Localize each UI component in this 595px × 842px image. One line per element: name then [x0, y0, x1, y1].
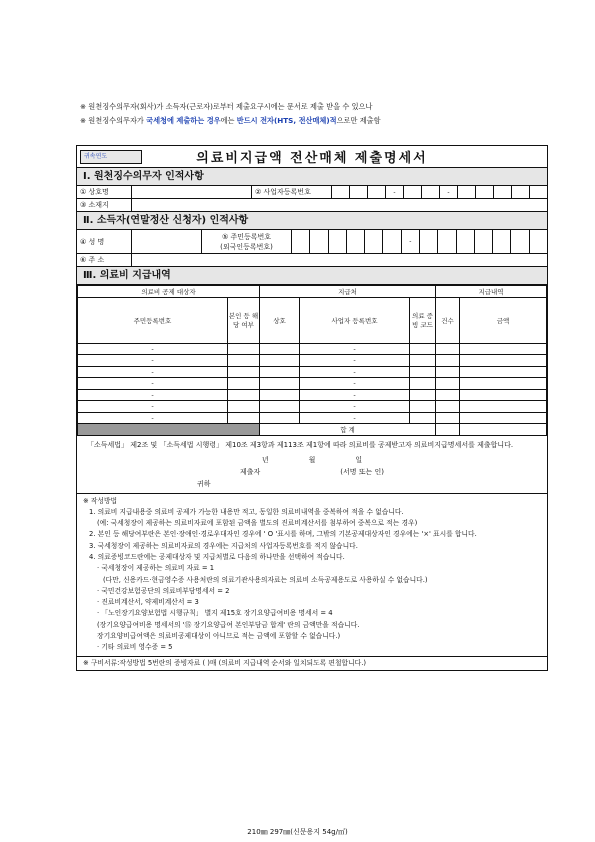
table-row[interactable]: - -	[78, 378, 547, 390]
method-line: · 기타 의료비 영수증 = 5	[97, 643, 173, 652]
note-2-pre: ※ 원천징수의무자가	[80, 116, 147, 125]
payer-row-1	[77, 186, 547, 199]
date-year: 년	[261, 455, 269, 464]
col-self: 본인 등 해당 여부	[228, 297, 260, 343]
method-line: (장기요양급여비용 명세서의 '⑮ 장기요양급여 본인부담금 합계' 란의 금액만을 적습니다.	[97, 620, 360, 629]
company-name-label: ① 상호명	[77, 186, 132, 198]
table-row[interactable]: - -	[78, 412, 547, 424]
statement-text: 「소득세법」 제2조 및 「소득세법 시행령」 제10조 제3항과 제113조 제1항에 따라 의료비를 공제받고자 의료비지급명세서를 제출합니다.	[87, 440, 514, 449]
col-count: 건수	[436, 297, 460, 343]
sum-row	[78, 424, 547, 436]
earner-row-2	[77, 254, 547, 267]
address-input[interactable]	[132, 199, 547, 211]
biz-reg-label: ② 사업자등록번호	[252, 186, 332, 198]
sum-shade	[78, 424, 260, 436]
writing-method	[77, 494, 547, 656]
notes	[80, 100, 550, 128]
sum-label: 합 계	[260, 424, 436, 436]
attachments: ※ 구비서류:작성방법 5번란의 증빙자료 ( )매 (의료비 지급내역 순서와 일치되도록 편철합니다.)	[77, 656, 547, 670]
rrn-label	[202, 230, 292, 253]
hdr-payee: 지급처	[260, 286, 436, 298]
method-line: · 진료비계산서, 약제비계산서 = 3	[97, 598, 199, 607]
note-2-bold-1: 국세청에 제출하는 경우	[146, 116, 221, 125]
paper-spec: 210㎜ 297㎜(신문용지 54g/㎡)	[247, 828, 348, 836]
method-line: 1. 의료비 지급내용중 의료비 공제가 가능한 내용만 적고, 동일한 의료비내역을 중복하여 적을 수 없습니다.	[89, 507, 404, 516]
method-title: ※ 작성방법	[83, 496, 118, 505]
hdr-target: 의료비 공제 대상자	[78, 286, 260, 298]
col-bizno: 사업자 등록번호	[300, 297, 410, 343]
method-line: (예: 국세청장이 제공하는 의료비자료에 포함된 금액을 별도의 진료비계산서를 첨부하여 중복으로 적는 경우)	[97, 519, 418, 528]
earner-name-label: ④ 성 명	[77, 230, 132, 253]
submitter-label: 제출자	[239, 467, 261, 476]
method-line: 장기요양비급여액은 의료비공제대상이 아니므로 적는 금액에 포함할 수 없습니다.)	[97, 632, 341, 641]
biz-reg-input[interactable]: - -	[332, 186, 547, 198]
submitter-line	[77, 467, 547, 477]
earner-row-1	[77, 230, 547, 254]
col-name: 상호	[260, 297, 300, 343]
note-2-mid: 에는	[220, 116, 237, 125]
method-line: · 국민건강보험공단의 의료비부담명세서 = 2	[97, 586, 230, 595]
date-month: 월	[308, 455, 316, 464]
rrn-label-2: (외국인등록번호)	[220, 242, 273, 251]
method-line: 3. 국세청장이 제공하는 의료비자료의 경우에는 지급처의 사업자등록번호를 적지 않습니다.	[89, 541, 358, 550]
rrn-label-1: ⑤ 주민등록번호	[221, 232, 272, 241]
submission-form	[76, 145, 548, 671]
table-row[interactable]: - -	[78, 366, 547, 378]
method-line: · 「노인장기요양보험법 시행규칙」 별지 제15호 장기요양급여비용 명세서 = 4	[97, 609, 333, 618]
col-rrn: 주민등록번호	[78, 297, 228, 343]
note-2	[80, 114, 550, 128]
address-label: ③ 소재지	[77, 199, 132, 211]
table-row[interactable]: - -	[78, 343, 547, 355]
date-line	[77, 455, 547, 465]
form-title: 의료비지급액 전산매체 제출명세서	[196, 151, 428, 166]
note-2-bold-2: 반드시 전자(HTS, 전산매체)적	[236, 116, 337, 125]
year-field[interactable]: 귀속연도	[80, 150, 142, 164]
table-row[interactable]: - -	[78, 401, 547, 413]
earner-address-label: ⑥ 주 소	[77, 254, 132, 266]
method-line: (다만, 신용카드·현금영수증 사용처란의 의료기관사용의자료는 의료비 소득공제용도로 사용하실 수 없습니다.)	[103, 575, 428, 584]
table-row[interactable]: - -	[78, 389, 547, 401]
section-2-heading: Ⅱ. 소득자(연말정산 신청자) 인적사항	[77, 212, 547, 230]
statement-block	[77, 436, 547, 494]
payer-row-2	[77, 199, 547, 212]
hdr-detail: 지급내역	[436, 286, 547, 298]
sign-label[interactable]: (서명 또는 인)	[340, 467, 385, 476]
section-1-heading: Ⅰ. 원천징수의무자 인적사항	[77, 168, 547, 186]
section-3-heading: Ⅲ. 의료비 지급내역	[77, 267, 547, 285]
col-amount: 금액	[460, 297, 547, 343]
company-name-input[interactable]	[132, 186, 252, 198]
addressee: 귀하	[197, 479, 211, 488]
rrn-input[interactable]: -	[292, 230, 547, 253]
method-line: · 국세청장이 제공하는 의료비 자료 = 1	[97, 564, 215, 573]
date-day: 일	[355, 455, 363, 464]
method-line: 4. 의료증빙코드란에는 공제대상자 및 지급처별로 다음의 하나만을 선택하여 적습니다.	[89, 552, 345, 561]
note-2-post: 으로만 제출함	[336, 116, 381, 125]
table-row[interactable]: - -	[78, 355, 547, 367]
payment-table	[77, 285, 547, 436]
col-code: 의료 증빙 코드	[410, 297, 436, 343]
note-1: ※ 원천징수의무자(회사)가 소득자(근로자)로부터 제출요구시에는 문서로 제출 받을 수 있으나	[80, 102, 373, 111]
method-line: 2. 본인 등 해당여부란은 본인·장애인·경로우대자인 경우에 ' O '표시를 하며, 그밖의 기본공제대상자인 경우에는 '×' 표시를 합니다.	[89, 530, 477, 539]
earner-address-input[interactable]	[132, 254, 547, 266]
title-row	[77, 146, 547, 168]
earner-name-input[interactable]	[132, 230, 202, 253]
